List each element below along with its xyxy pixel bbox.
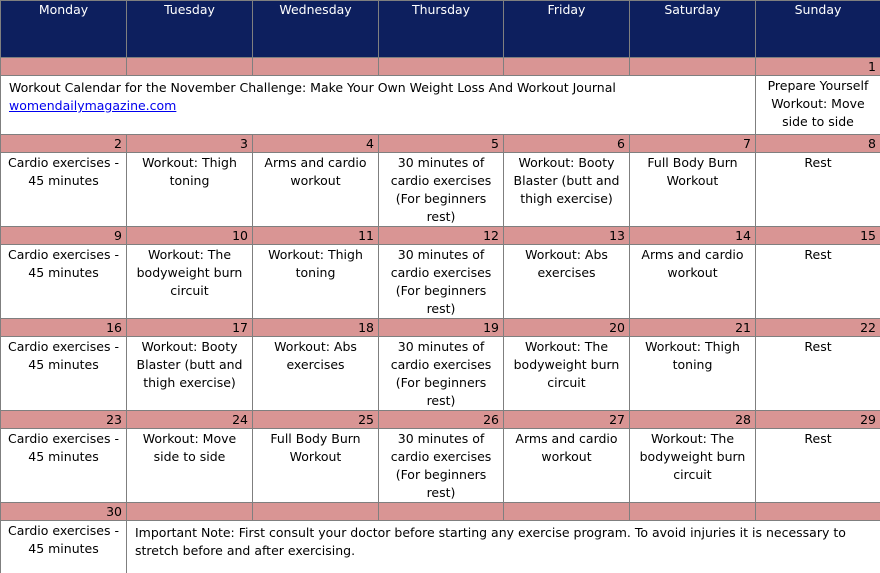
date-number: 27	[504, 411, 630, 429]
date-number-row	[1, 135, 880, 153]
workout-cell: Rest	[756, 429, 880, 503]
date-number-row	[1, 319, 880, 337]
date-number-row	[1, 411, 880, 429]
date-number: 13	[504, 227, 630, 245]
workout-cell: 30 minutes of cardio exercises (For beginners rest)	[379, 337, 504, 411]
workout-cell: Workout: Abs exercises	[504, 245, 630, 319]
workout-cell: Workout: Booty Blaster (butt and thigh exercise)	[127, 337, 253, 411]
date-number: 12	[379, 227, 504, 245]
date-number: 26	[379, 411, 504, 429]
header-wednesday: Wednesday	[253, 1, 379, 58]
workout-cell: 30 minutes of cardio exercises (For beginners rest)	[379, 429, 504, 503]
date-number-row	[1, 503, 880, 521]
date-number: 15	[756, 227, 880, 245]
date-number: 28	[630, 411, 756, 429]
workout-cell: 30 minutes of cardio exercises (For beginners rest)	[379, 153, 504, 227]
workout-cell: Workout: The bodyweight burn circuit	[127, 245, 253, 319]
workout-row	[1, 337, 880, 411]
workout-cell: Cardio exercises - 45 minutes	[1, 245, 127, 319]
workout-row	[1, 76, 880, 135]
workout-row	[1, 521, 880, 573]
date-number: 20	[504, 319, 630, 337]
workout-cell: Arms and cardio workout	[253, 153, 379, 227]
workout-row	[1, 245, 880, 319]
date-number: 16	[1, 319, 127, 337]
date-number: 9	[1, 227, 127, 245]
workout-cell: Workout: Thigh toning	[630, 337, 756, 411]
date-number: 25	[253, 411, 379, 429]
workout-cell: Prepare Yourself Workout: Move side to side	[756, 76, 880, 135]
date-cell-empty	[756, 503, 880, 521]
header-saturday: Saturday	[630, 1, 756, 58]
date-cell-empty	[379, 503, 504, 521]
date-cell-empty	[504, 503, 630, 521]
header-tuesday: Tuesday	[127, 1, 253, 58]
date-number-row	[1, 58, 880, 76]
date-number: 21	[630, 319, 756, 337]
date-number: 29	[756, 411, 880, 429]
important-note: Important Note: First consult your doctor before starting any exercise program. To avoid injuries it is necessary to stretch before and after exercising.	[127, 521, 880, 573]
header-monday: Monday	[1, 1, 127, 58]
date-cell-empty	[630, 58, 756, 76]
workout-cell: Arms and cardio workout	[630, 245, 756, 319]
workout-cell: Rest	[756, 245, 880, 319]
workout-cell: Workout: The bodyweight burn circuit	[630, 429, 756, 503]
date-cell-empty	[630, 503, 756, 521]
calendar-title: Workout Calendar for the November Challenge: Make Your Own Weight Loss And Workout Journal	[9, 80, 616, 95]
date-cell-empty	[127, 58, 253, 76]
workout-cell: 30 minutes of cardio exercises (For beginners rest)	[379, 245, 504, 319]
date-number: 1	[756, 58, 880, 76]
date-cell-empty	[253, 503, 379, 521]
date-cell-empty	[127, 503, 253, 521]
date-number: 23	[1, 411, 127, 429]
workout-cell: Full Body Burn Workout	[253, 429, 379, 503]
site-link[interactable]: womendailymagazine.com	[9, 98, 177, 113]
header-thursday: Thursday	[379, 1, 504, 58]
workout-cell: Workout: Move side to side	[127, 429, 253, 503]
date-number: 30	[1, 503, 127, 521]
workout-cell: Rest	[756, 153, 880, 227]
date-number: 14	[630, 227, 756, 245]
date-number: 5	[379, 135, 504, 153]
weekday-header-row	[1, 1, 880, 58]
workout-row	[1, 153, 880, 227]
date-number: 8	[756, 135, 880, 153]
date-number: 18	[253, 319, 379, 337]
workout-cell: Workout: Booty Blaster (butt and thigh exercise)	[504, 153, 630, 227]
date-number: 6	[504, 135, 630, 153]
workout-cell: Cardio exercises - 45 minutes	[1, 521, 127, 573]
date-number: 24	[127, 411, 253, 429]
date-number: 7	[630, 135, 756, 153]
date-cell-empty	[253, 58, 379, 76]
header-friday: Friday	[504, 1, 630, 58]
date-number-row	[1, 227, 880, 245]
date-number: 3	[127, 135, 253, 153]
date-number: 11	[253, 227, 379, 245]
workout-cell: Workout: Thigh toning	[253, 245, 379, 319]
workout-cell: Cardio exercises - 45 minutes	[1, 153, 127, 227]
intro-cell	[1, 76, 756, 135]
workout-cell: Workout: Thigh toning	[127, 153, 253, 227]
workout-cell: Workout: Abs exercises	[253, 337, 379, 411]
workout-row	[1, 429, 880, 503]
date-number: 2	[1, 135, 127, 153]
date-cell-empty	[1, 58, 127, 76]
date-number: 22	[756, 319, 880, 337]
date-cell-empty	[379, 58, 504, 76]
workout-cell: Workout: The bodyweight burn circuit	[504, 337, 630, 411]
date-number: 17	[127, 319, 253, 337]
date-cell-empty	[504, 58, 630, 76]
workout-cell: Cardio exercises - 45 minutes	[1, 429, 127, 503]
workout-cell: Rest	[756, 337, 880, 411]
workout-cell: Arms and cardio workout	[504, 429, 630, 503]
workout-cell: Cardio exercises - 45 minutes	[1, 337, 127, 411]
header-sunday: Sunday	[756, 1, 880, 58]
date-number: 19	[379, 319, 504, 337]
workout-cell: Full Body Burn Workout	[630, 153, 756, 227]
date-number: 4	[253, 135, 379, 153]
date-number: 10	[127, 227, 253, 245]
